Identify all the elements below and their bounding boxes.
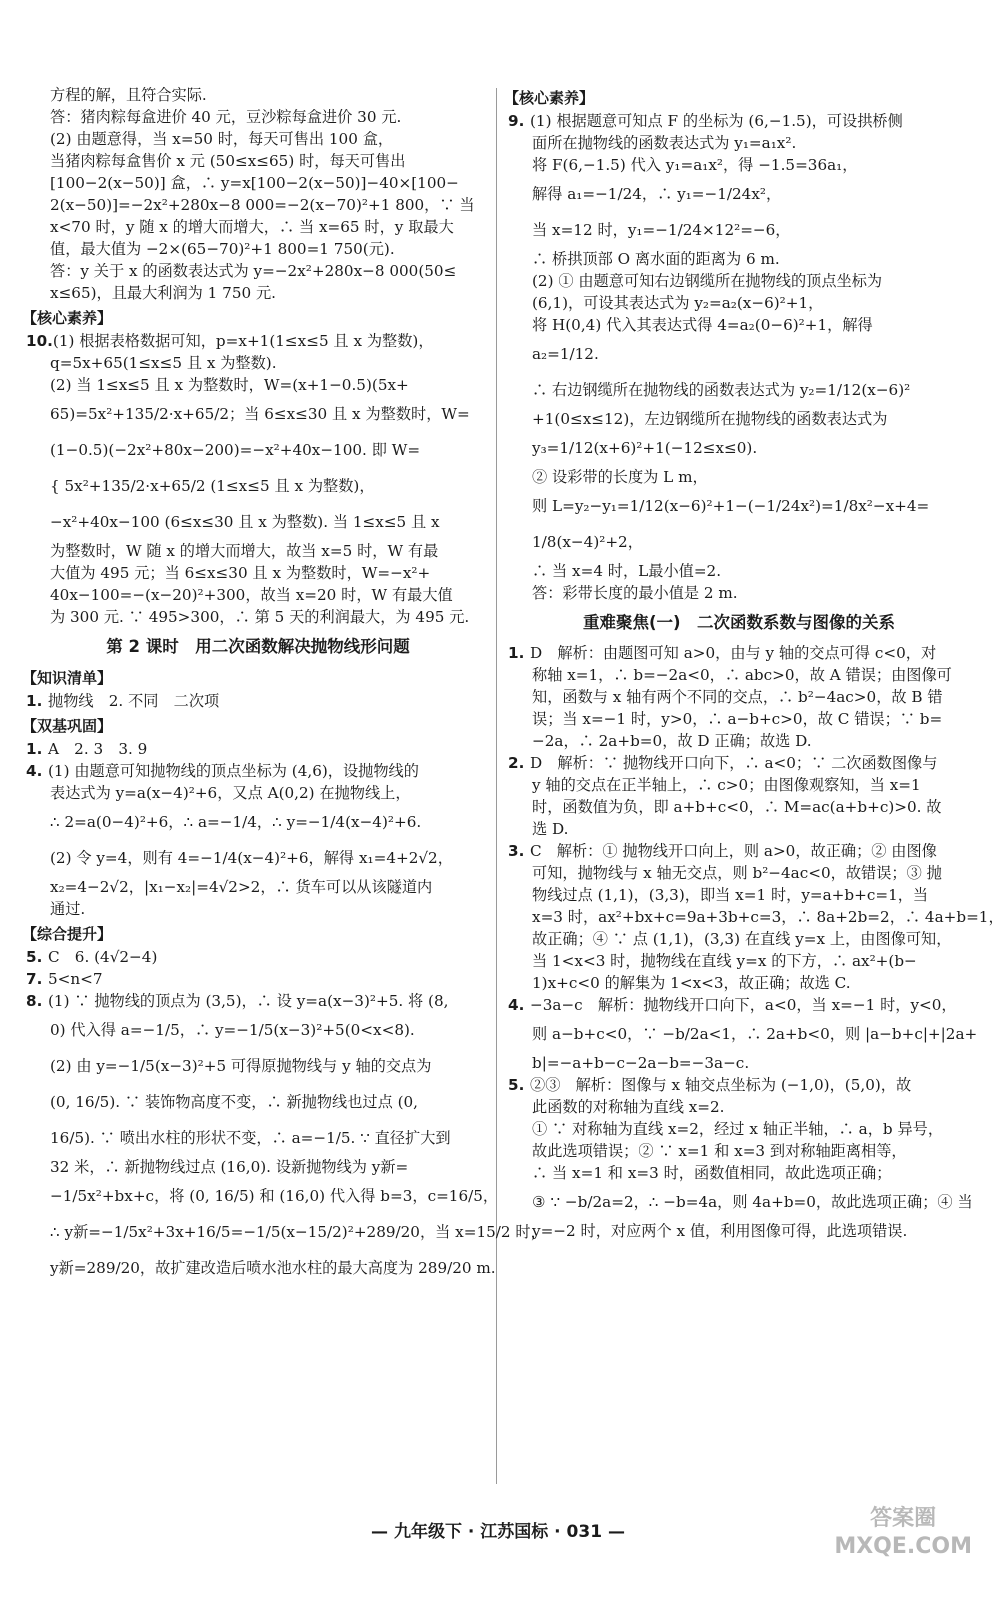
text-line: 将 H(0,4) 代入其表达式得 4=a₂(0−6)²+1，解得	[532, 316, 873, 334]
text-line: x≤65)，且最大利润为 1 750 元.	[50, 284, 277, 302]
text-line: 时，函数值为负，即 a+b+c<0，∴ M=ac(a+b+c)>0. 故	[532, 798, 942, 816]
text-line: 将 F(6,−1.5) 代入 y₁=a₁x²，得 −1.5=36a₁，	[532, 156, 858, 174]
text-line: +1(0≤x≤12)，左边钢缆所在抛物线的函数表达式为	[532, 410, 888, 428]
item-number: 4.	[26, 762, 43, 780]
text-line: 40x−100=−(x−20)²+300，故当 x=20 时，W 有最大值	[50, 586, 453, 604]
answer-item	[508, 994, 970, 1016]
item-text: −3a−c 解析：抛物线开口向下，a<0，当 x=−1 时，y<0，	[530, 996, 957, 1014]
text-line: x=3 时，ax²+bx+c=9a+3b+c=3，∴ 8a+2b=2，∴ 4a+b=1，	[532, 908, 1004, 926]
answer-item	[26, 760, 490, 782]
item-number: 2.	[508, 754, 525, 772]
text-line: 称轴 x=1，∴ b=−2a<0，∴ abc>0，故 A 错误；由图像可	[532, 666, 952, 684]
item-number: 5.	[26, 948, 43, 966]
text-line: y新=289/20，故扩建改造后喷水池水柱的最大高度为 289/20 m.	[50, 1259, 496, 1277]
item-text: D 解析：∵ 抛物线开口向下，∴ a<0；∵ 二次函数图像与	[530, 754, 938, 772]
text-line: 当 1<x<3 时，抛物线在直线 y=x 的下方，∴ ax²+(b−	[532, 952, 917, 970]
text-line: 表达式为 y=a(x−4)²+6，又点 A(0,2) 在抛物线上，	[50, 784, 411, 802]
answer-item	[508, 1074, 970, 1096]
text-line: (2) 由题意得，当 x=50 时，每天可售出 100 盒，	[50, 130, 394, 148]
column-divider	[496, 88, 497, 1484]
item-text: (1) 由题意可知抛物线的顶点坐标为 (4,6)，设抛物线的	[48, 762, 419, 780]
text-line: 当 x=12 时，y₁=−1/24×12²=−6，	[532, 221, 791, 239]
answer-item	[508, 642, 970, 664]
text-line: 值，最大值为 −2×(65−70)²+1 800=1 750(元).	[50, 240, 395, 258]
answer-item	[26, 690, 490, 712]
text-line: y=−2 时，对应两个 x 值，利用图像可得，此选项错误.	[532, 1222, 908, 1240]
text-line: −1/5x²+bx+c，将 (0, 16/5) 和 (16,0) 代入得 b=3，c=16/5，	[50, 1187, 499, 1205]
text-line: 物线过点 (1,1)，(3,3)，即当 x=1 时，y=a+b+c=1，当	[532, 886, 929, 904]
answer-item	[508, 110, 970, 132]
item-text: 抛物线 2. 不同 二次项	[48, 692, 220, 710]
text-line: 故正确；④ ∵ 点 (1,1)，(3,3) 在直线 y=x 上，由图像可知，	[532, 930, 952, 948]
text-line: ③ ∵ −b/2a=2，∴ −b=4a，则 4a+b=0，故此选项正确；④ 当	[532, 1193, 973, 1211]
item-number: 5.	[508, 1076, 525, 1094]
text-line: ∴ y新=−1/5x²+3x+16/5=−1/5(x−15/2)²+289/20，当 x=15/2 时，	[50, 1223, 546, 1241]
text-line: (2) 当 1≤x≤5 且 x 为整数时，W=(x+1−0.5)(5x+	[50, 376, 409, 394]
text-line: 则 L=y₂−y₁=1/12(x−6)²+1−(−1/24x²)=1/8x²−x+4=	[532, 497, 930, 515]
answer-item	[508, 752, 970, 774]
text-line: 此函数的对称轴为直线 x=2.	[532, 1098, 725, 1116]
text-line: 解得 a₁=−1/24，∴ y₁=−1/24x²，	[532, 185, 782, 203]
text-line: ∴ 右边钢缆所在抛物线的函数表达式为 y₂=1/12(x−6)²	[532, 381, 911, 399]
text-line: 方程的解，且符合实际.	[50, 86, 207, 104]
item-text: A 2. 3 3. 9	[48, 740, 148, 758]
item-number: 4.	[508, 996, 525, 1014]
section-heading: 【核心素养】	[22, 309, 113, 327]
text-line: 为 300 元. ∵ 495>300，∴ 第 5 天的利润最大，为 495 元.	[50, 608, 470, 626]
section-heading: 【核心素养】	[504, 89, 595, 107]
text-line: y₃=1/12(x+6)²+1(−12≤x≤0).	[532, 439, 758, 457]
text-line: −x²+40x−100 (6≤x≤30 且 x 为整数). 当 1≤x≤5 且 x	[50, 513, 440, 531]
answer-item	[26, 968, 490, 990]
text-line: 则 a−b+c<0，∵ −b/2a<1，∴ 2a+b<0，则 |a−b+c|+|2a+	[532, 1025, 978, 1043]
text-line: 故此选项错误；② ∵ x=1 和 x=3 到对称轴距离相等，	[532, 1142, 907, 1160]
text-line: b|=−a+b−c−2a−b=−3a−c.	[532, 1054, 750, 1072]
text-line: 当猪肉粽每盒售价 x 元 (50≤x≤65) 时，每天可售出	[50, 152, 406, 170]
item-number: 10.	[26, 332, 53, 350]
text-line: q=5x+65(1≤x≤5 且 x 为整数).	[50, 354, 277, 372]
text-line: a₂=1/12.	[532, 345, 599, 363]
text-line: 16/5). ∵ 喷出水柱的形状不变，∴ a=−1/5. ∵ 直径扩大到	[50, 1129, 451, 1147]
text-line: ∴ 桥拱顶部 O 离水面的距离为 6 m.	[532, 250, 780, 268]
text-line: 32 米，∴ 新抛物线过点 (16,0). 设新抛物线为 y新=	[50, 1158, 409, 1176]
text-line: x<70 时，y 随 x 的增大而增大，∴ 当 x=65 时，y 取最大	[50, 218, 454, 236]
item-text: C 6. (4√2−4)	[48, 948, 158, 966]
text-line: 答：猪肉粽每盒进价 40 元，豆沙粽每盒进价 30 元.	[50, 108, 402, 126]
text-line: 65)=5x²+135/2·x+65/2；当 6≤x≤30 且 x 为整数时，W=	[50, 405, 470, 423]
text-line: 通过.	[50, 900, 86, 918]
text-line: ∴ 当 x=1 和 x=3 时，函数值相同，故此选项正确；	[532, 1164, 892, 1182]
item-number: 8.	[26, 992, 43, 1010]
lesson-title: 重难聚焦(一) 二次函数系数与图像的关系	[582, 613, 896, 632]
item-number: 7.	[26, 970, 43, 988]
text-line: 面所在抛物线的函数表达式为 y₁=a₁x².	[532, 134, 797, 152]
item-text: 5<n<7	[48, 970, 103, 988]
text-line: 知，函数与 x 轴有两个不同的交点，∴ b²−4ac>0，故 B 错	[532, 688, 943, 706]
item-text: ②③ 解析：图像与 x 轴交点坐标为 (−1,0)，(5,0)，故	[530, 1076, 912, 1094]
item-text: (1) ∵ 抛物线的顶点为 (3,5)，∴ 设 y=a(x−3)²+5. 将 (8,	[48, 992, 449, 1010]
text-line: 误；当 x=−1 时，y>0，∴ a−b+c>0，故 C 错误；∵ b=	[532, 710, 943, 728]
item-number: 1.	[26, 740, 43, 758]
answer-item	[26, 738, 490, 760]
text-line: 可知，抛物线与 x 轴无交点，则 b²−4ac<0，故错误；③ 抛	[532, 864, 942, 882]
text-line: −2a，∴ 2a+b=0，故 D 正确；故选 D.	[532, 732, 812, 750]
text-line: 选 D.	[532, 820, 569, 838]
text-line: (0, 16/5). ∵ 装饰物高度不变，∴ 新抛物线也过点 (0,	[50, 1093, 419, 1111]
text-line: 答：彩带长度的最小值是 2 m.	[532, 584, 738, 602]
section-heading: 【知识清单】	[22, 669, 113, 687]
text-line: ∴ 2=a(0−4)²+6，∴ a=−1/4，∴ y=−1/4(x−4)²+6.	[50, 813, 422, 831]
text-line: [100−2(x−50)] 盒，∴ y=x[100−2(x−50)]−40×[100−	[50, 174, 459, 192]
answer-item	[508, 840, 970, 862]
text-line: ② 设彩带的长度为 L m，	[532, 468, 708, 486]
text-line: (1−0.5)(−2x²+80x−200)=−x²+40x−100. 即 W=	[50, 441, 421, 459]
text-line: 答：y 关于 x 的函数表达式为 y=−2x²+280x−8 000(50≤	[50, 262, 457, 280]
page-footer: — 九年级下 · 江苏国标 · 031 —	[371, 1522, 625, 1542]
text-line: y 轴的交点在正半轴上，∴ c>0；由图像观察知，当 x=1	[532, 776, 921, 794]
text-line: 为整数时，W 随 x 的增大而增大，故当 x=5 时，W 有最	[50, 542, 439, 560]
item-text: (1) 根据表格数据可知，p=x+1(1≤x≤5 且 x 为整数)，	[52, 332, 434, 350]
text-line: (2) 令 y=4，则有 4=−1/4(x−4)²+6，解得 x₁=4+2√2，	[50, 849, 453, 867]
item-text: C 解析：① 抛物线开口向上，则 a>0，故正确；② 由图像	[530, 842, 937, 860]
item-number: 1.	[508, 644, 525, 662]
text-line: 0) 代入得 a=−1/5，∴ y=−1/5(x−3)²+5(0<x<8).	[50, 1021, 415, 1039]
text-line: 1)x+c<0 的解集为 1<x<3，故正确；故选 C.	[532, 974, 851, 992]
text-line: (2) 由 y=−1/5(x−3)²+5 可得原抛物线与 y 轴的交点为	[50, 1057, 432, 1075]
item-text: D 解析：由题图可知 a>0，由与 y 轴的交点可得 c<0，对	[530, 644, 937, 662]
text-line: ① ∵ 对称轴为直线 x=2，经过 x 轴正半轴，∴ a，b 异号，	[532, 1120, 944, 1138]
answer-item	[26, 990, 490, 1012]
text-line: { 5x²+135/2·x+65/2 (1≤x≤5 且 x 为整数)，	[50, 477, 375, 495]
lesson-title: 第 2 课时 用二次函数解决抛物线形问题	[106, 637, 410, 656]
text-line: x₂=4−2√2，|x₁−x₂|=4√2>2，∴ 货车可以从该隧道内	[50, 878, 433, 896]
item-number: 9.	[508, 112, 525, 130]
section-heading: 【双基巩固】	[22, 717, 113, 735]
left-column	[22, 84, 546, 1286]
text-line: 1/8(x−4)²+2，	[532, 533, 643, 551]
answer-item	[26, 330, 490, 352]
text-line: ∴ 当 x=4 时，L最小值=2.	[532, 562, 722, 580]
section-heading: 【综合提升】	[22, 925, 113, 943]
item-number: 1.	[26, 692, 43, 710]
text-line: (2) ① 由题意可知右边钢缆所在抛物线的顶点坐标为	[532, 272, 883, 290]
text-line: 2(x−50)]=−2x²+280x−8 000=−2(x−70)²+1 800，∵ 当	[50, 196, 475, 214]
item-number: 3.	[508, 842, 525, 860]
text-line: (6,1)，可设其表达式为 y₂=a₂(x−6)²+1，	[532, 294, 824, 312]
text-line: 大值为 495 元；当 6≤x≤30 且 x 为整数时，W=−x²+	[50, 564, 431, 582]
item-text: (1) 根据题意可知点 F 的坐标为 (6,−1.5)，可设拱桥侧	[530, 112, 903, 130]
answer-item	[26, 946, 490, 968]
watermark-logo: 答案圈 MXQE.COM	[834, 1506, 972, 1559]
right-column	[504, 84, 1004, 1242]
